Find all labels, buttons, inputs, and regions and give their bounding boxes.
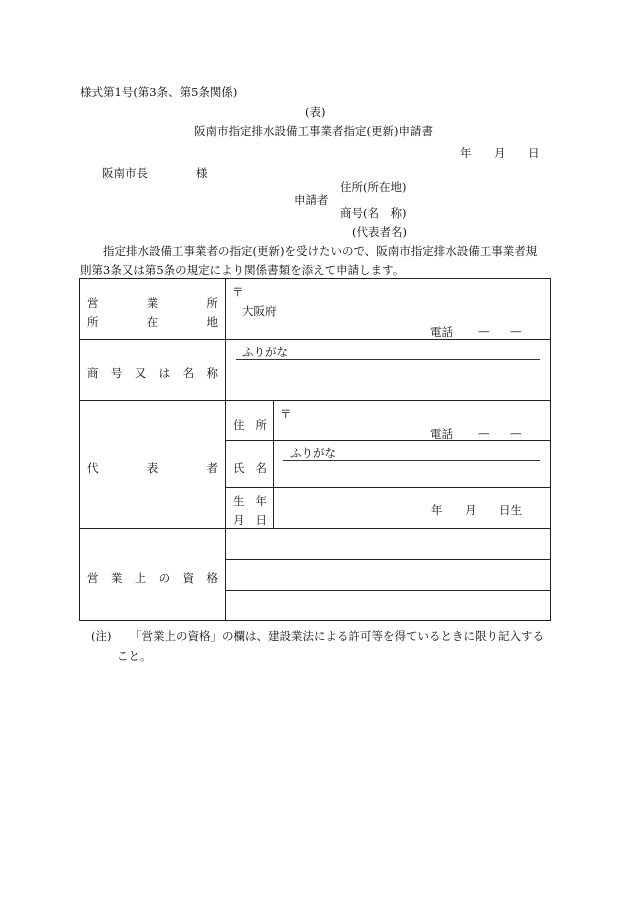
rep-phone-label: 電話 bbox=[430, 427, 453, 441]
date-year: 年 bbox=[460, 146, 472, 160]
form-number: 様式第1号(第3条、第5条関係) bbox=[80, 85, 238, 99]
date-day: 日 bbox=[528, 146, 540, 160]
birth-year: 年 bbox=[431, 503, 443, 517]
qualification-label: 営 業 上 の 資 格 bbox=[87, 571, 218, 585]
page-title: 阪南市指定排水設備工事業者指定(更新)申請書 bbox=[194, 124, 433, 138]
applicant-company-label: 商号(名 称) bbox=[340, 206, 407, 220]
row-divider bbox=[225, 559, 550, 560]
representative-label: 代 表 者 bbox=[87, 461, 218, 475]
intro-line-1: 指定排水設備工事業者の指定(更新)を受けたいので、阪南市指定排水設備工事業者規 bbox=[103, 244, 538, 258]
office-label-row1: 営 業 所 bbox=[87, 296, 218, 310]
applicant-rep-label: (代表者名) bbox=[352, 225, 407, 239]
row-divider bbox=[80, 339, 550, 340]
addressee-honorific: 様 bbox=[196, 166, 208, 180]
row-divider bbox=[225, 590, 550, 591]
addressee-name: 阪南市長 bbox=[102, 166, 148, 180]
birth-day: 日生 bbox=[499, 503, 522, 517]
company-label: 商 号 又 は 名 称 bbox=[87, 366, 218, 380]
office-prefecture: 大阪府 bbox=[242, 304, 277, 318]
rep-postal-mark: 〒 bbox=[280, 407, 292, 421]
intro-line-2: 則第3条又は第5条の規定により関係書類を添えて申請します。 bbox=[80, 263, 405, 277]
rep-birth-label-row2: 月 日 bbox=[233, 513, 267, 527]
office-phone-dash: — bbox=[510, 324, 522, 338]
applicant-label: 申請者 bbox=[294, 193, 329, 207]
side-label: (表) bbox=[305, 105, 326, 119]
column-divider bbox=[273, 400, 274, 528]
office-phone-label: 電話 bbox=[430, 325, 453, 339]
row-divider bbox=[80, 528, 550, 529]
office-postal-mark: 〒 bbox=[232, 285, 244, 299]
note-line-2: こと。 bbox=[117, 649, 152, 663]
rep-birth-label-row1: 生 年 bbox=[233, 494, 267, 508]
column-divider bbox=[225, 279, 226, 620]
rep-furigana-underline bbox=[283, 460, 540, 461]
rep-phone-dash: — bbox=[510, 426, 522, 440]
rep-name-label: 氏 名 bbox=[233, 461, 267, 475]
rep-address-label: 住 所 bbox=[233, 418, 267, 432]
row-divider bbox=[80, 400, 550, 401]
rep-furigana-label: ふりがな bbox=[290, 446, 336, 460]
application-form-table bbox=[79, 278, 551, 621]
office-label-row2: 所 在 地 bbox=[87, 315, 218, 329]
date-month: 月 bbox=[494, 146, 506, 160]
company-furigana-label: ふりがな bbox=[242, 345, 288, 359]
note-line-1: 「営業上の資格」の欄は、建設業法による許可等を得ているときに限り記入する bbox=[130, 629, 544, 643]
office-phone-dash: — bbox=[478, 324, 490, 338]
birth-month: 月 bbox=[465, 503, 477, 517]
applicant-address-label: 住所(所在地) bbox=[340, 180, 407, 194]
rep-phone-dash: — bbox=[478, 426, 490, 440]
company-furigana-underline bbox=[236, 359, 540, 360]
note-marker: (注) bbox=[91, 629, 112, 643]
